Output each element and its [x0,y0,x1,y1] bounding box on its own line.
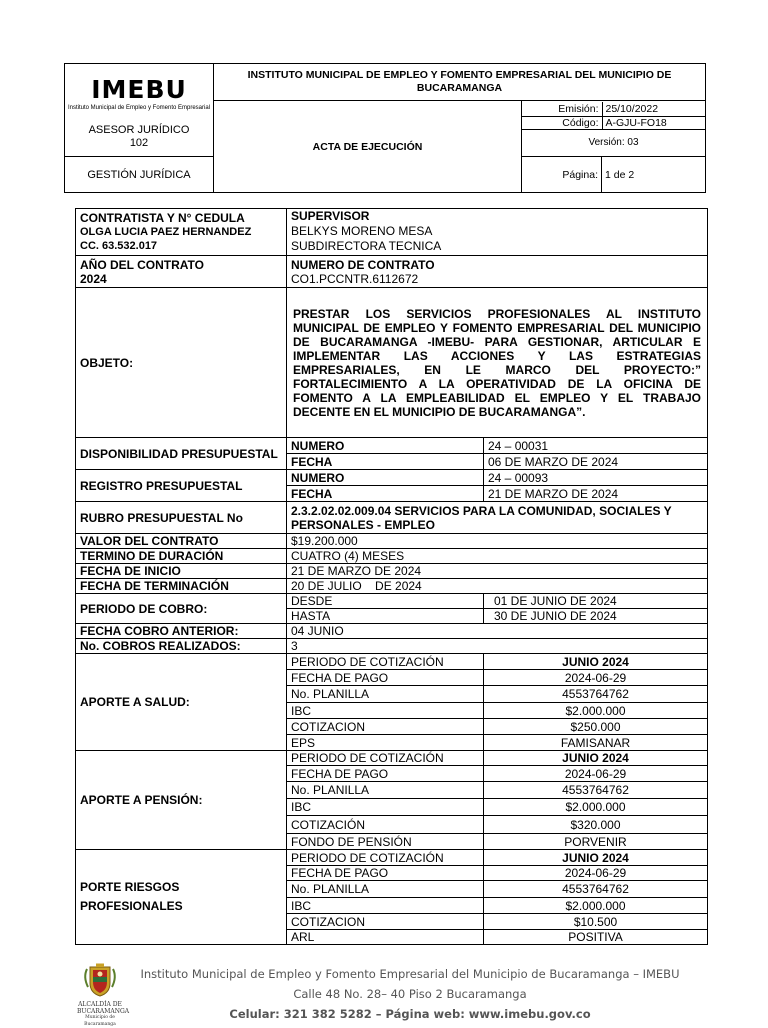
salud-value: $250.000 [484,719,708,735]
riesgos-value: 4553764762 [484,881,708,898]
pension-value: $320.000 [484,816,708,834]
riesgos-key: IBC [287,898,484,914]
disp-numero-label: NUMERO [287,438,484,454]
salud-key: FECHA DE PAGO [287,670,484,686]
pension-key: COTIZACIÓN [287,816,484,834]
asesor-label: ASESOR JURÍDICO 102 [88,123,190,149]
doc-title: ACTA DE EJECUCIÓN [214,101,522,193]
cobro-anterior-label: FECHA COBRO ANTERIOR: [76,624,287,639]
table-row [76,534,708,549]
pagina-value: 1 de 2 [602,157,706,193]
contract-table [75,208,708,945]
seal-text-1: ALCALDÍA DE [78,1001,122,1008]
salud-value: 2024-06-29 [484,670,708,686]
hasta-label: HASTA [287,609,484,624]
riesgos-value: 2024-06-29 [484,866,708,881]
supervisor-label: SUPERVISOR [291,209,370,223]
contratista-cc: CC. 63.532.017 [80,240,158,252]
reg-numero-value: 24 – 00093 [484,470,708,486]
reg-numero-label: NUMERO [287,470,484,486]
periodo-label: PERIODO DE COBRO: [76,594,287,624]
salud-key: EPS [287,735,484,751]
table-row [76,594,708,609]
riesgos-value: $10.500 [484,914,708,930]
reg-fecha-label: FECHA [287,486,484,502]
pagina-label: Página: [522,157,602,193]
alcaldia-seal [77,963,130,1028]
coat-of-arms-icon [77,963,123,997]
contratista-label: CONTRATISTA Y N° CEDULA [80,211,245,225]
pension-value: 2024-06-29 [484,766,708,782]
cobro-anterior-value: 04 JUNIO [287,624,708,639]
riesgos-value: POSITIVA [484,930,708,945]
riesgos-value: JUNIO 2024 [484,850,708,866]
riesgos-key: COTIZACION [287,914,484,930]
emision-label: Emisión: [522,102,602,117]
gestion-label: GESTIÓN JURÍDICA [65,157,214,193]
salud-value: 4553764762 [484,686,708,703]
terminacion-label: FECHA DE TERMINACIÓN [76,579,287,594]
table-row [76,639,708,654]
table-row [76,256,708,288]
salud-key: IBC [287,703,484,719]
anio-label: AÑO DEL CONTRATO [80,257,205,272]
valor-label: VALOR DEL CONTRATO [76,534,287,549]
footer-institution: Instituto Municipal de Empleo y Fomento Empresarial del Municipio de Bucaramanga – IMEBU [140,967,680,981]
salud-key: COTIZACION [287,719,484,735]
pension-key: IBC [287,799,484,816]
riesgos-key: No. PLANILLA [287,881,484,898]
termino-value: CUATRO (4) MESES [287,549,708,564]
imebu-logo: IMEBU [91,74,187,104]
table-row [76,288,708,438]
disponibilidad-label: DISPONIBILIDAD PRESUPUESTAL [76,438,287,470]
logo-subtitle: Instituto Municipal de Empleo y Fomento Empresarial [67,104,211,111]
riesgos-label: PORTE RIESGOS PROFESIONALES [76,850,287,945]
termino-label: TERMINO DE DURACIÓN [76,549,287,564]
numero-contrato-value: CO1.PCCNTR.6112672 [291,271,419,286]
pension-value: $2.000.000 [484,799,708,816]
riesgos-key: ARL [287,930,484,945]
table-row [76,470,708,486]
desde-label: DESDE [287,594,484,609]
cobros-value: 3 [287,639,708,654]
table-row [76,624,708,639]
cobros-label: No. COBROS REALIZADOS: [76,639,287,654]
seal-text-2: BUCARAMANGA [77,1007,130,1015]
table-row [76,751,708,766]
table-row [76,502,708,534]
objeto-label: OBJETO: [76,288,287,438]
disp-fecha-label: FECHA [287,454,484,470]
salud-value: FAMISANAR [484,735,708,751]
pension-key: No. PLANILLA [287,782,484,799]
salud-value: $2.000.000 [484,703,708,719]
inicio-value: 21 DE MARZO DE 2024 [287,564,708,579]
valor-value: $19.200.000 [287,534,708,549]
supervisor-name: BELKYS MORENO MESA [291,224,433,238]
reg-fecha-value: 21 DE MARZO DE 2024 [484,486,708,502]
pension-value: JUNIO 2024 [484,751,708,766]
logo-cell [65,64,214,157]
pension-value: PORVENIR [484,834,708,850]
footer-address: Calle 48 No. 28– 40 Piso 2 Bucaramanga [293,987,527,1001]
desde-value: 01 DE JUNIO DE 2024 [484,594,708,609]
codigo-value: A-GJU-FO18 [602,117,705,130]
disp-numero-value: 24 – 00031 [484,438,708,454]
table-row [76,549,708,564]
riesgos-key: FECHA DE PAGO [287,866,484,881]
footer-contact: Celular: 321 382 5282 – Página web: www.imebu.gov.co [229,1007,591,1021]
page-footer [140,964,680,1024]
pension-key: FONDO DE PENSIÓN [287,834,484,850]
salud-label: APORTE A SALUD: [76,654,287,751]
pension-key: FECHA DE PAGO [287,766,484,782]
objeto-text: PRESTAR LOS SERVICIOS PROFESIONALES AL INSTITUTO MUNICIPAL DE EMPLEO Y FOMENTO EMPRESARIAL DEL MUNICIPIO DE BUCARAMANGA -IMEBU- PARA GESTIONAR, ARTICULAR E IMPLEMENTAR LAS ACCIONES Y LAS ESTRATEGIAS EMPRESARIALES, EN LE MARCO DEL PROYECTO:” FORTALECIMIENTO A LA OPERATIVIDAD DE LA OFICINA DE FOMENTO A LA EMPLEABILIDAD EL EMPLEO Y EL TRABAJO DECENTE EN EL MUNICIPIO DE BUCARAMANGA”. [287,288,708,438]
table-row [76,564,708,579]
table-row [76,654,708,670]
seal-text-3: Municipio de Bucaramanga [84,1015,116,1027]
institution-title: INSTITUTO MUNICIPAL DE EMPLEO Y FOMENTO EMPRESARIAL DEL MUNICIPIO DE BUCARAMANGA [214,64,706,101]
riesgos-key: PERIODO DE COTIZACIÓN [287,850,484,866]
salud-key: No. PLANILLA [287,686,484,703]
pension-label: APORTE A PENSIÓN: [76,751,287,850]
inicio-label: FECHA DE INICIO [76,564,287,579]
table-row [76,579,708,594]
numero-contrato-label: NUMERO DE CONTRATO [291,257,435,272]
pension-value: 4553764762 [484,782,708,799]
pension-key: PERIODO DE COTIZACIÓN [287,751,484,766]
salud-key: PERIODO DE COTIZACIÓN [287,654,484,670]
contratista-name: OLGA LUCIA PAEZ HERNANDEZ [80,226,252,238]
emision-value: 25/10/2022 [602,102,705,117]
disp-fecha-value: 06 DE MARZO DE 2024 [484,454,708,470]
registro-label: REGISTRO PRESUPUESTAL [76,470,287,502]
table-row [76,850,708,866]
codigo-label: Código: [522,117,602,130]
salud-value: JUNIO 2024 [484,654,708,670]
version-text: Versión: 03 [588,137,639,149]
table-row [76,209,708,256]
document-header [64,63,706,193]
riesgos-value: $2.000.000 [484,898,708,914]
rubro-label: RUBRO PRESUPUESTAL No [76,502,287,534]
supervisor-role: SUBDIRECTORA TECNICA [291,239,442,253]
hasta-value: 30 DE JUNIO DE 2024 [484,609,708,624]
terminacion-value: 20 DE JULIO DE 2024 [287,579,708,594]
table-row [76,438,708,454]
anio-value: 2024 [80,271,107,286]
rubro-value: 2.3.2.02.02.009.04 SERVICIOS PARA LA COMUNIDAD, SOCIALES Y PERSONALES - EMPLEO [287,502,708,534]
